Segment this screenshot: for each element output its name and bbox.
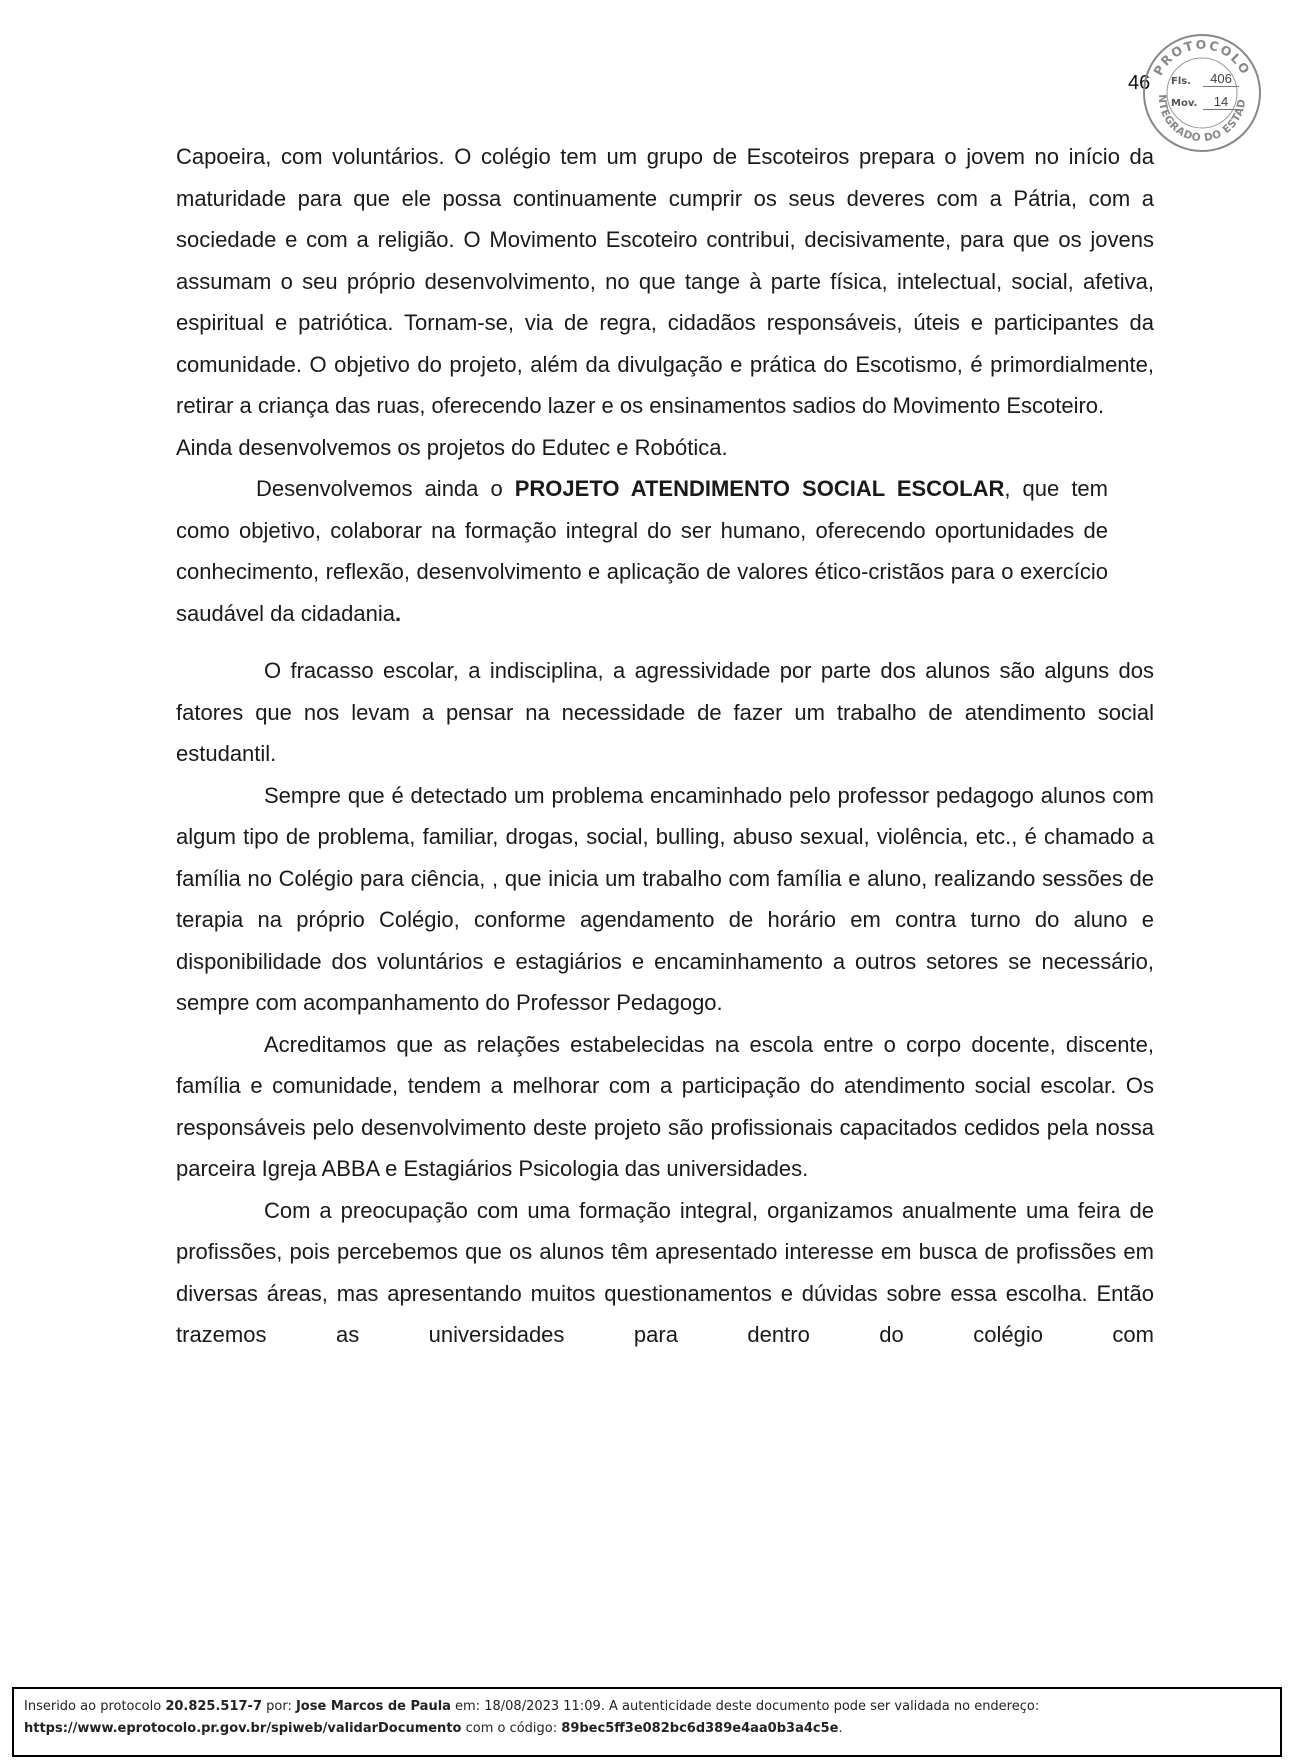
social-project-title: PROJETO ATENDIMENTO SOCIAL ESCOLAR xyxy=(514,476,1005,501)
stamp-arc-bottom: NTEGRADO DO ESTAD xyxy=(1155,94,1249,145)
stamp-fls-label: Fls. xyxy=(1171,76,1192,87)
paragraph-scouts: Capoeira, com voluntários. O colégio tem um grupo de Escoteiros prepara o jovem no início da maturidade para que ele possa continuamente cumprir os seus deveres com a Pátria, com a sociedade e com a religião. O Movimento Escoteiro contribui, decisivamente, para que os jovens assumam o seu próprio desenvolvimento, no que tange à parte física, intelectual, social, afetiva, espiritual e patriótica. Tornam-se, via de regra, cidadãos responsáveis, úteis e participantes da comunidade. O objetivo do projeto, além da divulgação e prática do Escotismo, é primordialmente, retirar a criança das ruas, oferecendo lazer e os ensinamentos sadios do Movimento Escoteiro. xyxy=(176,144,1154,418)
social-project-intro: Desenvolvemos ainda o xyxy=(256,476,515,501)
paragraph-detection: Sempre que é detectado um problema encaminhado pelo professor pedagogo alunos com algum tipo de problema, familiar, drogas, social, bulling, abuso sexual, violência, etc., é chamado a família no Colégio para ciência, , que inicia um trabalho com família e aluno, realizando sessões de terapia na próprio Colégio, conforme agendamento de horário em contra turno do aluno e disponibilidade dos voluntários e estagiários e encaminhamento a outros setores se necessário, sempre com acompanhamento do Professor Pedagogo. xyxy=(176,782,1154,1015)
paragraph-edutec: Ainda desenvolvemos os projetos do Edutec e Robótica. xyxy=(176,434,728,460)
paragraph-school-failure: O fracasso escolar, a indisciplina, a agressividade por parte dos alunos são alguns dos fatores que nos levam a pensar na necessidade de fazer um trabalho de atendimento social estudantil. xyxy=(176,658,1154,766)
stamp-arc-top: PROTOCOLO xyxy=(1150,36,1254,78)
stamp-seal-icon xyxy=(1141,32,1263,154)
page-number: 46 xyxy=(1128,72,1151,94)
protocol-number: 20.825.517-7 xyxy=(165,1699,262,1714)
social-project-text: , que tem como objetivo, colaborar na formação integral do ser humano, oferecendo oportunidades de conhecimento, reflexão, desenvolvimento e aplicação de valores ético-cristãos para o exercício saudável da cidadania xyxy=(176,476,1108,626)
document-body xyxy=(176,136,1154,1356)
authentication-footer xyxy=(12,1687,1282,1757)
paragraph-career-fair: Com a preocupação com uma formação integral, organizamos anualmente uma feira de profissões, pois percebemos que os alunos têm apresentado interesse em busca de profissões em diversas áreas, mas apresentando muitos questionamentos e dúvidas sobre essa escolha. Então trazemos as universidades para dentro do colégio com xyxy=(176,1197,1154,1347)
footer-text: em: 18/08/2023 11:09. A autenticidade deste documento pode ser validada no endereço: xyxy=(450,1699,1040,1714)
stamp-mov-value: 14 xyxy=(1203,95,1239,110)
footer-text: . xyxy=(838,1721,843,1736)
stamp-mov-label: Mov. xyxy=(1171,98,1198,109)
social-project-end: . xyxy=(394,600,402,626)
footer-text: Inserido ao protocolo xyxy=(24,1699,166,1714)
stamp-fls-value: 406 xyxy=(1203,72,1239,87)
paragraph-social-project xyxy=(176,468,1108,634)
author-name: Jose Marcos de Paula xyxy=(295,1699,451,1714)
footer-text: por: xyxy=(262,1699,296,1714)
footer-line-2 xyxy=(24,1718,1270,1740)
paragraph-relations: Acreditamos que as relações estabelecidas na escola entre o corpo docente, discente, família e comunidade, tendem a melhorar com a participação do atendimento social escolar. Os responsáveis pelo desenvolvimento deste projeto são profissionais capacitados cedidos pela nossa parceira Igreja ABBA e Estagiários Psicologia das universidades. xyxy=(176,1031,1154,1181)
protocol-stamp xyxy=(1141,32,1263,154)
footer-line-1 xyxy=(24,1696,1270,1718)
validation-code: 89bec5ff3e082bc6d389e4aa0b3a4c5e xyxy=(561,1721,839,1736)
footer-text: com o código: xyxy=(461,1721,562,1736)
validation-url[interactable]: https://www.eprotocolo.pr.gov.br/spiweb/validarDocumento xyxy=(24,1721,462,1736)
